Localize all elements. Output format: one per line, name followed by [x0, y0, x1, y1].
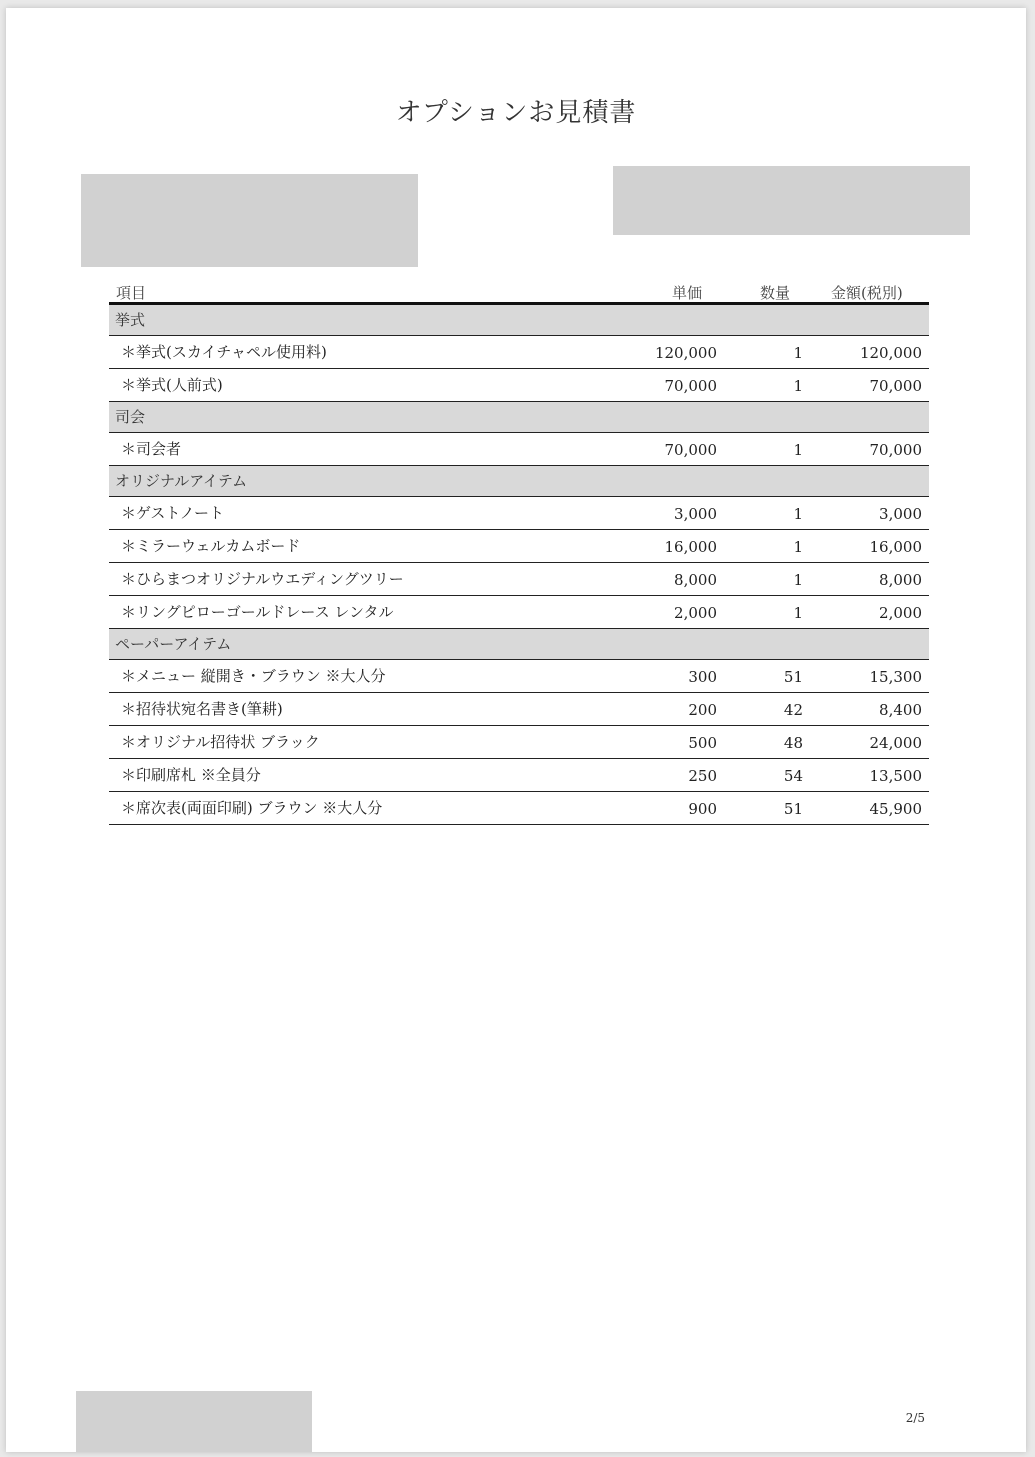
unit-price: 300 — [688, 668, 717, 686]
quantity: 1 — [793, 538, 803, 556]
quantity: 42 — [783, 701, 803, 719]
header-amount: 金額(税別) — [831, 284, 903, 302]
unit-price: 2,000 — [674, 604, 717, 622]
table-header — [109, 280, 929, 305]
table-row — [109, 693, 929, 726]
table-row — [109, 497, 929, 530]
estimate-table — [109, 280, 929, 825]
amount: 70,000 — [869, 377, 922, 395]
unit-price: 3,000 — [674, 505, 717, 523]
table-row — [109, 369, 929, 402]
amount: 8,400 — [879, 701, 922, 719]
item-name: ＊ミラーウェルカムボード — [121, 537, 301, 555]
page-title: オプションお見積書 — [395, 98, 637, 128]
redacted-block-left — [81, 174, 418, 267]
table-row — [109, 596, 929, 629]
header-item: 項目 — [116, 284, 147, 302]
table-row — [109, 792, 929, 825]
table-row — [109, 530, 929, 563]
table-row — [109, 660, 929, 693]
redacted-block-right — [613, 166, 970, 235]
amount: 16,000 — [869, 538, 922, 556]
unit-price: 120,000 — [654, 344, 717, 362]
item-name: ＊リングピローゴールドレース レンタル — [121, 603, 394, 621]
item-name: ＊招待状宛名書き(筆耕) — [121, 700, 283, 718]
section-header: 司会 — [109, 402, 929, 433]
quantity: 51 — [783, 800, 803, 818]
page-number: 2/5 — [905, 1411, 925, 1425]
header-unit-price: 単価 — [672, 284, 703, 302]
table-row — [109, 563, 929, 596]
amount: 2,000 — [879, 604, 922, 622]
unit-price: 250 — [688, 767, 717, 785]
item-name: ＊挙式(人前式) — [121, 376, 223, 394]
document-page — [6, 8, 1026, 1452]
unit-price: 70,000 — [664, 441, 717, 459]
redacted-block-bottom — [76, 1391, 312, 1452]
amount: 15,300 — [869, 668, 922, 686]
unit-price: 500 — [688, 734, 717, 752]
item-name: ＊司会者 — [121, 440, 182, 458]
amount: 120,000 — [859, 344, 922, 362]
item-name: ＊ひらまつオリジナルウエディングツリー — [121, 570, 404, 588]
header-quantity: 数量 — [760, 284, 791, 302]
amount: 45,900 — [869, 800, 922, 818]
item-name: ＊挙式(スカイチャペル使用料) — [121, 343, 327, 361]
item-name: ＊印刷席札 ※全員分 — [121, 766, 261, 784]
unit-price: 70,000 — [664, 377, 717, 395]
item-name: ＊席次表(両面印刷) ブラウン ※大人分 — [121, 799, 383, 817]
unit-price: 8,000 — [674, 571, 717, 589]
quantity: 1 — [793, 571, 803, 589]
unit-price: 200 — [688, 701, 717, 719]
item-name: ＊ゲストノート — [121, 504, 225, 522]
section-header: オリジナルアイテム — [109, 466, 929, 497]
section-header: ペーパーアイテム — [109, 629, 929, 660]
item-name: ＊メニュー 縦開き・ブラウン ※大人分 — [121, 667, 386, 685]
table-row — [109, 726, 929, 759]
table-body — [109, 305, 929, 825]
table-row — [109, 336, 929, 369]
item-name: ＊オリジナル招待状 ブラック — [121, 733, 320, 751]
unit-price: 16,000 — [664, 538, 717, 556]
amount: 70,000 — [869, 441, 922, 459]
table-row — [109, 433, 929, 466]
quantity: 1 — [793, 441, 803, 459]
amount: 8,000 — [879, 571, 922, 589]
quantity: 54 — [783, 767, 803, 785]
section-header: 挙式 — [109, 305, 929, 336]
amount: 24,000 — [869, 734, 922, 752]
quantity: 51 — [783, 668, 803, 686]
unit-price: 900 — [688, 800, 717, 818]
quantity: 1 — [793, 604, 803, 622]
table-row — [109, 759, 929, 792]
quantity: 1 — [793, 505, 803, 523]
quantity: 48 — [783, 734, 803, 752]
amount: 13,500 — [869, 767, 922, 785]
quantity: 1 — [793, 377, 803, 395]
quantity: 1 — [793, 344, 803, 362]
amount: 3,000 — [879, 505, 922, 523]
